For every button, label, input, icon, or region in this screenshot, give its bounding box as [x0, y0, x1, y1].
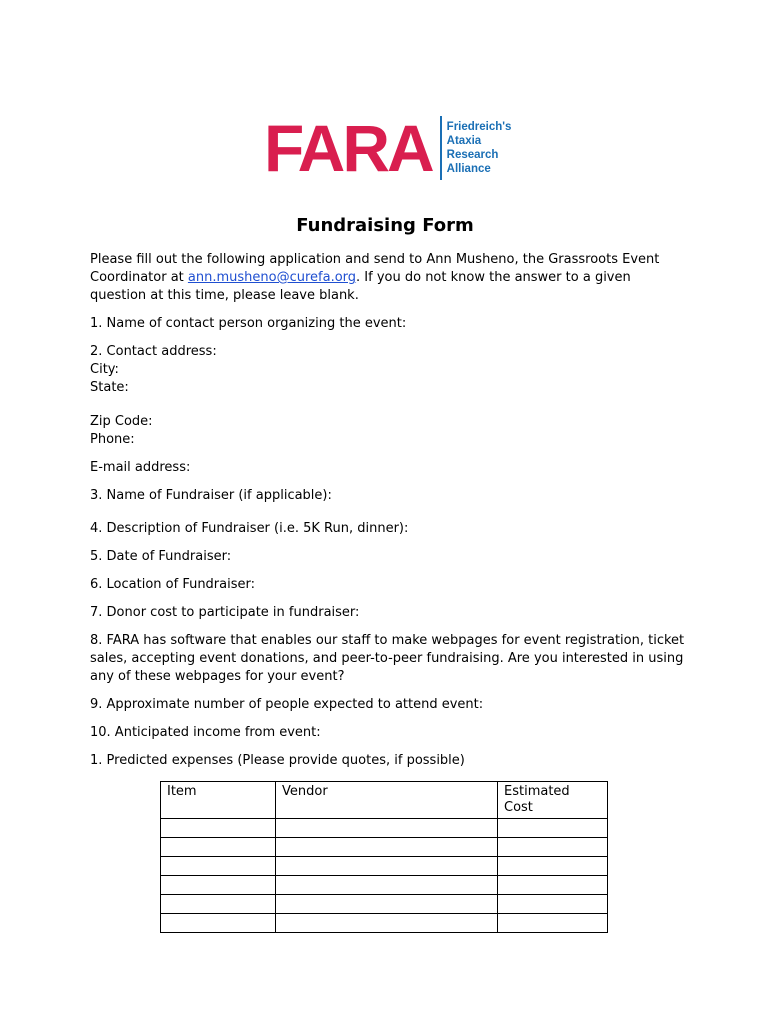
logo-tagline-line: Alliance	[446, 163, 491, 175]
label-state: State:	[90, 380, 129, 395]
table-cell[interactable]	[276, 876, 498, 895]
page-title: Fundraising Form	[296, 215, 474, 236]
question-fundraiser-date: 5. Date of Fundraiser:	[90, 549, 232, 564]
intro-paragraph	[90, 251, 690, 305]
logo-tagline-line: Friedreich's	[446, 121, 512, 133]
question-contact-address: 2. Contact address:	[90, 344, 217, 359]
table-cell[interactable]	[498, 838, 608, 857]
table-row	[161, 819, 608, 838]
table-cell[interactable]	[161, 914, 276, 933]
coordinator-email-link[interactable]: ann.musheno@curefa.org	[187, 270, 357, 285]
question-expenses: 1. Predicted expenses (Please provide quotes, if possible)	[90, 753, 465, 768]
table-cell[interactable]	[161, 876, 276, 895]
fara-logo	[264, 111, 512, 185]
column-header-item: Item	[161, 782, 276, 819]
table-row	[161, 857, 608, 876]
table-cell[interactable]	[498, 819, 608, 838]
question-income: 10. Anticipated income from event:	[90, 725, 321, 740]
table-cell[interactable]	[276, 857, 498, 876]
logo-divider	[440, 116, 442, 180]
table-cell[interactable]	[276, 819, 498, 838]
intro-text: Please fill out the following application and send to Ann Musheno, the Grassroots Event Coordinator at	[90, 252, 660, 285]
spacer	[90, 397, 690, 413]
intro-text-end: . If you do not know the answer to a given question at this time, please leave blank.	[90, 270, 631, 303]
table-cell[interactable]	[498, 895, 608, 914]
table-row	[161, 876, 608, 895]
expenses-table	[160, 781, 608, 933]
form-body	[90, 251, 690, 780]
table-header-row	[161, 782, 608, 819]
label-email: E-mail address:	[90, 460, 191, 475]
table-row	[161, 895, 608, 914]
table-cell[interactable]	[498, 876, 608, 895]
table-row	[161, 914, 608, 933]
question-fundraiser-name: 3. Name of Fundraiser (if applicable):	[90, 488, 332, 503]
label-zip-code: Zip Code:	[90, 414, 153, 429]
column-header-vendor: Vendor	[276, 782, 498, 819]
table-cell[interactable]	[161, 819, 276, 838]
logo-tagline	[447, 120, 512, 176]
table-row	[161, 838, 608, 857]
question-fundraiser-location: 6. Location of Fundraiser:	[90, 577, 256, 592]
logo-tagline-line: Research	[446, 149, 499, 161]
question-contact-person: 1. Name of contact person organizing the event:	[90, 316, 407, 331]
question-attendance: 9. Approximate number of people expected to attend event:	[90, 697, 484, 712]
table-cell[interactable]	[161, 895, 276, 914]
table-cell[interactable]	[276, 838, 498, 857]
question-webpages: 8. FARA has software that enables our staff to make webpages for event registration, ticket sales, accepting event donations, and peer-to-peer fundraising. Are you interested in using any of these webpages for your event?	[90, 633, 685, 684]
table-cell[interactable]	[498, 857, 608, 876]
question-fundraiser-description: 4. Description of Fundraiser (i.e. 5K Run, dinner):	[90, 521, 409, 536]
table-cell[interactable]	[276, 895, 498, 914]
table-cell[interactable]	[276, 914, 498, 933]
table-cell[interactable]	[498, 914, 608, 933]
table-cell[interactable]	[161, 857, 276, 876]
table-cell[interactable]	[161, 838, 276, 857]
question-donor-cost: 7. Donor cost to participate in fundraiser:	[90, 605, 360, 620]
label-phone: Phone:	[90, 432, 135, 447]
logo-wordmark: FARA	[264, 111, 432, 185]
column-header-estimated-cost: Estimated Cost	[498, 782, 608, 819]
logo-tagline-line: Ataxia	[446, 135, 482, 147]
label-city: City:	[90, 362, 119, 377]
